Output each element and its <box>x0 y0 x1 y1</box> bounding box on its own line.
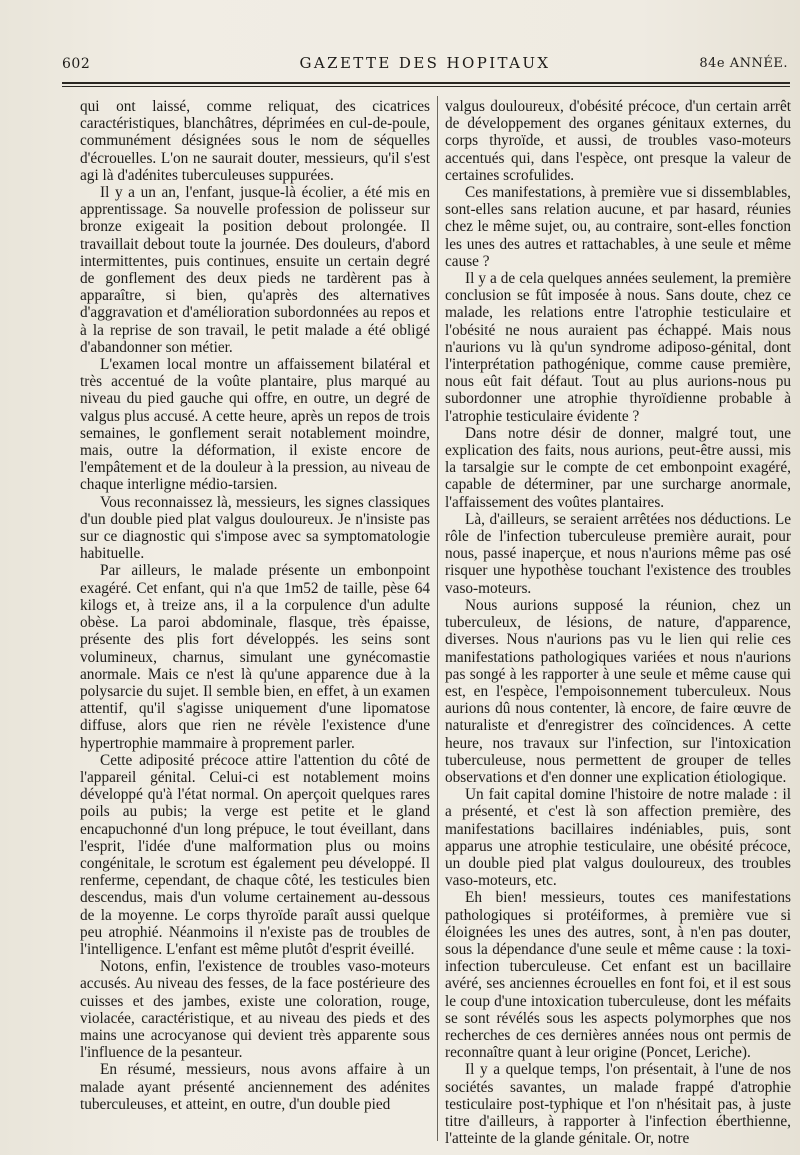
year-label: 84e ANNÉE. <box>699 56 788 71</box>
paragraph: Là, d'ailleurs, se seraient arrêtées nos déductions. Le rôle de l'infection tuberculeuse première aurait, pour nous, passé inaperçue, et nous n'aurions même pas osé risquer une hypothèse touchant l'existence des troubles vaso-moteurs. <box>445 510 791 597</box>
header-rule-thin <box>62 86 790 87</box>
paragraph: Vous reconnaissez là, messieurs, les signes classiques d'un double pied plat valgus douloureux. Je n'insiste pas sur ce diagnostic qui s'impose avec sa symptomatologie habituelle. <box>80 493 430 563</box>
journal-title: GAZETTE DES HOPITAUX <box>299 54 551 72</box>
paragraph: Il y a quelque temps, l'on présentait, à l'une de nos sociétés savantes, un malade frappé d'atrophie testiculaire post-typhique et l'on n'hésitait pas, à juste titre d'ailleurs, à rapporter à l'infection éberthienne, l'atteinte de la glande génitale. Or, notre <box>445 1061 791 1148</box>
header-rule-thick <box>62 82 790 84</box>
paragraph: Eh bien! messieurs, toutes ces manifestations pathologiques si protéiformes, à première vue si éloignées les unes des autres, sont, à n'en pas douter, sous la dépendance d'une seule et même cause : la toxi-infection tuberculeuse. Cet enfant est un bacillaire avéré, ses anciennes écrouelles en font foi, et il est sous le coup d'une intoxication tuberculeuse, dont les méfaits se sont révélés sous les aspects polymorphes que nos recherches de ces dernières années nous ont permis de reconnaître quant à leur origine (Poncet, Leriche). <box>445 889 791 1062</box>
paragraph: Un fait capital domine l'histoire de notre malade : il a présenté, et c'est là son affection première, des manifestations bacillaires indéniables, puis, sont apparus une atrophie testiculaire, une obésité précoce, un double pied plat valgus douloureux, des troubles vaso-moteurs, etc. <box>445 786 791 890</box>
paragraph: Cette adiposité précoce attire l'attention du côté de l'appareil génital. Celui-ci est notablement moins développé qu'à l'état normal. On aperçoit quelques rares poils au pubis; la verge est petite et le gland encapuchonné d'un long prépuce, le tout éveillant, dans l'esprit, l'idée d'une malformation plus ou moins congénitale, le scrotum est également peu développé. Il renferme, cependant, de chaque côté, les testicules bien descendus, mais d'un volume certainement au-dessous de la moyenne. Le corps thyroïde paraît aussi quelque peu atrophié. Néanmoins il n'existe pas de troubles de l'intelligence. L'enfant est même plutôt d'esprit éveillé. <box>80 751 430 958</box>
paragraph: En résumé, messieurs, nous avons affaire à un malade ayant présenté anciennement des adénites tuberculeuses, et atteint, en outre, d'un double pied <box>80 1061 430 1113</box>
page-header <box>62 56 788 78</box>
paragraph: Ces manifestations, à première vue si dissemblables, sont-elles sans relation aucune, et par hasard, réunies chez le même sujet, ou, au contraire, sont-elles fonction les unes des autres et rattachables, à une seule et même cause ? <box>445 184 791 270</box>
page-number: 602 <box>62 56 91 72</box>
paragraph: Notons, enfin, l'existence de troubles vaso-moteurs accusés. Au niveau des fesses, de la face postérieure des cuisses et des jambes, existe une coloration, rouge, violacée, caractéristique, et au niveau des pieds et des mains une acrocyanose qui devient très apparente sous l'influence de la pesanteur. <box>80 958 430 1062</box>
paragraph: Il y a de cela quelques années seulement, la première conclusion se fût imposée à nous. Sans doute, chez ce malade, les relations entre l'atrophie testiculaire et l'obésité ne nous auraient pas échappé. Mais nous n'aurions vu là qu'un syndrome adiposo-génital, dont l'interprétation pathogénique, comme cause première, nous eût fait défaut. Tout au plus aurions-nous pu subordonner une atrophie thyroïdienne probable à l'atrophie testiculaire évidente ? <box>445 270 791 425</box>
paragraph: Dans notre désir de donner, malgré tout, une explication des faits, nous aurions, peut-être aussi, mis la tarsalgie sur le compte de cet embonpoint exagéré, capable de déterminer, par une surcharge anormale, l'affaissement des voûtes plantaires. <box>445 424 791 511</box>
paragraph: qui ont laissé, comme reliquat, des cicatrices caractéristiques, blanchâtres, déprimées en cul-de-poule, communément désignées sous le nom de séquelles d'écrouelles. L'on ne saurait douter, messieurs, qu'il s'est agi là d'adénites tuberculeuses suppurées. <box>80 98 430 184</box>
left-column <box>80 98 430 1113</box>
paragraph: valgus douloureux, d'obésité précoce, d'un certain arrêt de développement des organes génitaux externes, du corps thyroïde, et aussi, de troubles vaso-moteurs accentués qui, dans l'espèce, ont presque la valeur de certaines scrofulides. <box>445 98 791 184</box>
right-column <box>445 98 791 1147</box>
column-divider <box>437 96 438 1141</box>
paragraph: Il y a un an, l'enfant, jusque-là écolier, a été mis en apprentissage. Sa nouvelle profession de polisseur sur bronze exigeait la position debout prolongée. Il travaillait debout toute la journée. Des douleurs, d'abord intermittentes, puis continues, ensuite un certain degré de gonflement des deux pieds ne tardèrent pas à apparaître, si bien, qu'après des alternatives d'aggravation et d'amélioration subordonnées au repos et à la reprise de son travail, le petit malade a été obligé d'abandonner son métier. <box>80 184 430 356</box>
paragraph: L'examen local montre un affaissement bilatéral et très accentué de la voûte plantaire, plus marqué au niveau du pied gauche qui offre, en outre, un degré de valgus plus accusé. A cette heure, après un repos de trois semaines, le gonflement serait notablement moindre, mais, outre la déformation, il existe encore de l'empâtement et de la douleur à la pression, au niveau de chaque interligne médio-tarsien. <box>80 356 430 494</box>
paragraph: Par ailleurs, le malade présente un embonpoint exagéré. Cet enfant, qui n'a que 1m52 de taille, pèse 64 kilogs et, à treize ans, il a la corpulence d'un adulte obèse. La paroi abdominale, flasque, très épaisse, présente des plis fort développés. les seins sont volumineux, charnus, simulant une gynécomastie anormale. Mais ce n'est là qu'une apparence due à la polysarcie du sujet. Il semble bien, en effet, à un examen attentif, qu'il s'agisse uniquement d'une lipomatose diffuse, alors que rien ne révèle l'existence d'une hypertrophie mammaire à proprement parler. <box>80 562 430 752</box>
paragraph: Nous aurions supposé la réunion, chez un tuberculeux, de lésions, de nature, d'apparence, diverses. Nous n'aurions pas vu le lien qui relie ces manifestations pathologiques variées et nous n'aurions pas songé à les rapporter à une seule et même cause qui est, en l'espèce, l'empoisonnement tuberculeux. Nous aurions dû nous contenter, là encore, de faire œuvre de naturaliste et d'enregistrer des coïncidences. A cette heure, nos travaux sur l'infection, sur l'intoxication tuberculeuse, nous permettent de grouper de telles observations et d'en donner une explication étiologique. <box>445 596 791 786</box>
